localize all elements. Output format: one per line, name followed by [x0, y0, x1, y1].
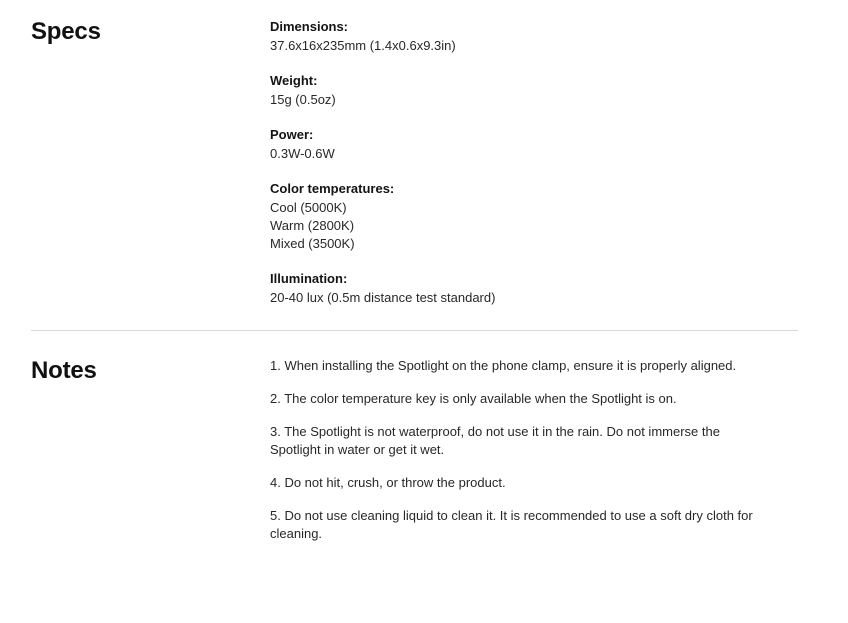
specs-title-column	[0, 18, 270, 47]
notes-section	[0, 331, 848, 543]
list-item: 5. Do not use cleaning liquid to clean it. It is recommended to use a soft dry cloth for cleaning.	[270, 508, 753, 541]
spec-label: Color temperatures:	[270, 181, 395, 196]
specs-section	[0, 0, 848, 307]
list-item: 2. The color temperature key is only available when the Spotlight is on.	[270, 391, 677, 406]
spec-value: Mixed (3500K)	[270, 236, 355, 251]
notes-heading: Notes	[31, 357, 97, 384]
notes-title-column	[0, 357, 270, 386]
spec-value: Cool (5000K)	[270, 200, 347, 215]
spec-group-color-temperatures	[270, 180, 798, 253]
list-item: 4. Do not hit, crush, or throw the product.	[270, 475, 506, 490]
specs-heading: Specs	[31, 18, 101, 45]
spec-value: 0.3W-0.6W	[270, 146, 335, 161]
spec-group-weight	[270, 72, 798, 109]
spec-label: Power:	[270, 127, 314, 142]
specs-list	[270, 18, 848, 307]
spec-group-illumination	[270, 270, 798, 307]
list-item: 1. When installing the Spotlight on the phone clamp, ensure it is properly aligned.	[270, 358, 737, 373]
notes-list	[270, 357, 848, 543]
spec-label: Weight:	[270, 73, 318, 88]
spec-value: 37.6x16x235mm (1.4x0.6x9.3in)	[270, 38, 456, 53]
spec-label: Illumination:	[270, 271, 348, 286]
list-item: 3. The Spotlight is not waterproof, do not use it in the rain. Do not immerse the Spotlight in water or get it wet.	[270, 424, 720, 457]
spec-value: 20-40 lux (0.5m distance test standard)	[270, 290, 496, 305]
spec-value: Warm (2800K)	[270, 218, 355, 233]
spec-label: Dimensions:	[270, 19, 349, 34]
spec-group-dimensions	[270, 18, 798, 55]
spec-group-power	[270, 126, 798, 163]
spec-value: 15g (0.5oz)	[270, 92, 336, 107]
